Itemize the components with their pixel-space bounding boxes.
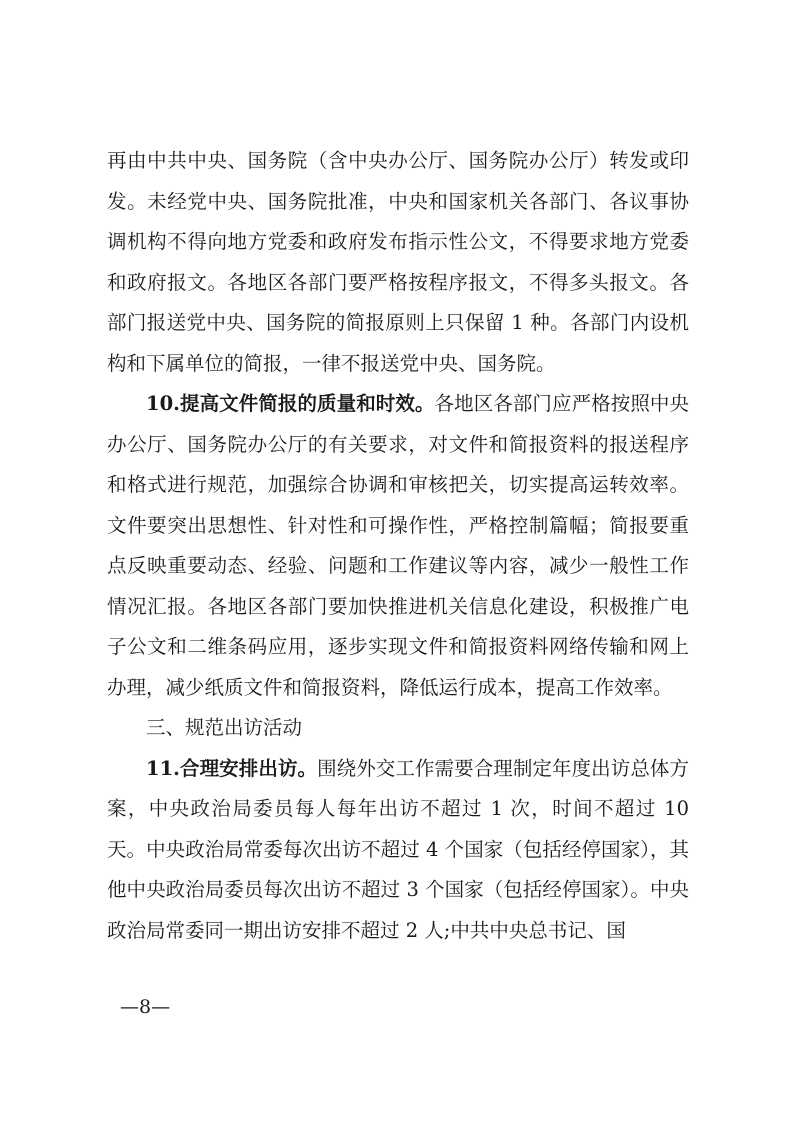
item-11-title: 11.合理安排出访。 [146, 756, 318, 780]
item-11-text: 围绕外交工作需要合理制定年度出访总体方案，中央政治局委员每人每年出访不超过 1 次，时间不超过 10 天。中央政治局常委每次出访不超过 4 个国家（包括经停国家），其他中央政治局委员每次出访不超过 3 个国家（包括经停国家）。中央政治局常委同一期出访安排不超过 2 人;中共中央总书记、国 [107, 756, 689, 942]
item-10-paragraph [107, 384, 689, 708]
item-10-title: 10.提高文件简报的质量和时效。 [146, 392, 435, 415]
section-heading: 三、规范出访活动 [146, 716, 303, 739]
document-body [107, 141, 689, 951]
item-11-paragraph [107, 749, 689, 952]
page-number: —8— [120, 996, 171, 1018]
item-10-text: 各地区各部门应严格按照中央办公厅、国务院办公厅的有关要求，对文件和简报资料的报送程序和格式进行规范，加强综合协调和审核把关，切实提高运转效率。文件要突出思想性、针对性和可操作性，严格控制篇幅；简报要重点反映重要动态、经验、问题和工作建议等内容，减少一般性工作情况汇报。各地区各部门要加快推进机关信息化建设，积极推广电子公文和二维条码应用，逐步实现文件和简报资料网络传输和网上办理，减少纸质文件和简报资料，降低运行成本，提高工作效率。 [107, 392, 689, 699]
paragraph-continuation: 再由中共中央、国务院（含中央办公厅、国务院办公厅）转发或印发。未经党中央、国务院批准，中央和国家机关各部门、各议事协调机构不得向地方党委和政府发布指示性公文，不得要求地方党委和政府报文。各地区各部门要严格按程序报文，不得多头报文。各部门报送党中央、国务院的简报原则上只保留 1 种。各部门内设机构和下属单位的简报，一律不报送党中央、国务院。 [107, 149, 689, 375]
